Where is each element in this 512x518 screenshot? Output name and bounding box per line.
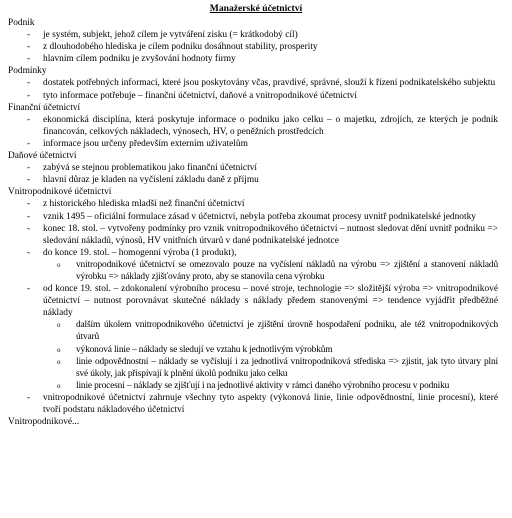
list-item [0, 211, 512, 223]
sub-list-item-text: vnitropodnikové účetnictví se omezovalo pouze na vyčíslení nákladů na výrobu => zjištění a stanovení nákladů výrobku => náklady zjišťovány proto, aby se stanovila cena výrobku [76, 259, 498, 282]
bullet-list [0, 198, 512, 416]
sub-list-item [43, 259, 498, 283]
dash-bullet-icon: - [27, 163, 31, 174]
list-item-text: vznik 1495 – oficiální formulace zásad v účetnictví, nebyla potřeba zkoumat procesy uvnitř podnikatelské jednotky [43, 211, 476, 222]
cut-off-heading: Vnitropodnikové... [8, 417, 80, 428]
list-item [0, 41, 512, 53]
list-item-text: zabývá se stejnou problematikou jako finanční účetnictví [43, 163, 257, 174]
sub-list-item-text: linie odpovědnostní – náklady se vyčíslují i za jednotlivá vnitropodniková střediska => zjistit, jak tyto útvary plní své úkoly, jak přispívají k plnění úkolů podniku jako celku [76, 356, 498, 379]
section [0, 186, 512, 416]
list-item [0, 90, 512, 102]
sub-list-item-text: výkonová linie – náklady se sledují ve vztahu k jednotlivým výrobkům [76, 344, 333, 355]
section-heading: Vnitropodnikové účetnictví [8, 187, 112, 198]
dash-bullet-icon: - [27, 114, 31, 125]
document-body [0, 17, 512, 428]
sub-list-item [43, 380, 498, 392]
list-item-text: z dlouhodobého hlediska je cílem podniku dosáhnout stability, prosperity [43, 42, 318, 53]
section-heading: Finanční účetnictví [8, 102, 81, 113]
dash-bullet-icon: - [27, 42, 31, 53]
sub-bullet-list [43, 319, 498, 392]
section-heading: Daňové účetnictví [8, 151, 77, 162]
list-item [0, 138, 512, 150]
list-item [0, 198, 512, 210]
list-item [0, 29, 512, 41]
circle-bullet-icon: o [57, 345, 61, 354]
circle-bullet-icon: o [57, 260, 61, 269]
list-item-text: hlavním cílem podniku je zvyšování hodnoty firmy [43, 54, 236, 65]
circle-bullet-icon: o [57, 357, 61, 366]
bullet-list [0, 29, 512, 65]
list-item-text: z historického hlediska mladší než finanční účetnictví [43, 199, 245, 210]
sub-list-item [43, 319, 498, 343]
list-item [0, 392, 512, 416]
bullet-list [0, 77, 512, 101]
dash-bullet-icon: - [27, 175, 31, 186]
circle-bullet-icon: o [57, 381, 61, 390]
sub-list-item [43, 356, 498, 380]
list-item [0, 247, 512, 283]
section [0, 102, 512, 150]
list-item-text: informace jsou určeny především externím uživatelům [43, 138, 248, 149]
list-item [0, 53, 512, 65]
list-item [0, 223, 512, 247]
dash-bullet-icon: - [27, 199, 31, 210]
dash-bullet-icon: - [27, 78, 31, 89]
dash-bullet-icon: - [27, 90, 31, 101]
sub-list-item-text: linie procesní – náklady se zjišťují i na jednotlivé aktivity v rámci daného výrobního procesu v podniku [76, 380, 450, 391]
sub-list-item-text: dalším úkolem vnitropodnikového účetnictví je zjištění úrovně hospodaření podniku, ale též vnitropodnikových útvarů [76, 320, 498, 343]
list-item-text: dostatek potřebných informací, které jsou poskytovány včas, pravdivé, správné, slouží k řízení podnikatelského subjektu [43, 78, 496, 89]
sub-bullet-list [43, 259, 498, 283]
bullet-list [0, 162, 512, 186]
list-item-text: hlavní důraz je kladen na vyčíslení základu daně z příjmu [43, 175, 259, 186]
list-item-text: vnitropodnikové účetnictví zahrnuje všechny tyto aspekty (výkonová linie, linie odpovědnostní, linie procesní), které tvoří podstatu nákladového účetnictví [43, 392, 498, 415]
list-item-text: do konce 19. stol. – homogenní výroba (1 produkt), [43, 247, 237, 258]
list-item [0, 283, 512, 392]
document-title: Manažerské účetnictví [209, 3, 303, 14]
list-item [0, 162, 512, 174]
list-item-text: od konce 19. stol. – zdokonalení výrobního procesu – nové stroje, technologie => složitější výroba => vnitropodnikové účetnictví – nutnost porovnávat skutečné náklady s náklady předem stanovenými => tendence vyjádřit předběžné náklady [43, 284, 498, 319]
list-item-text: tyto informace potřebuje – finanční účetnictví, daňové a vnitropodnikové účetnictví [43, 90, 357, 101]
dash-bullet-icon: - [27, 54, 31, 65]
list-item [0, 174, 512, 186]
section-heading: Podmínky [8, 66, 47, 77]
dash-bullet-icon: - [27, 211, 31, 222]
list-item [0, 114, 512, 138]
list-item-text: ekonomická disciplína, která poskytuje informace o podniku jako celku – o majetku, zdrojích, ze kterých je podnik financován, celkových nákladech, výnosech, HV, o peněžních prostředcích [43, 114, 498, 137]
list-item-text: je systém, subjekt, jehož cílem je vytváření zisku (= krátkodobý cíl) [43, 30, 298, 41]
dash-bullet-icon: - [27, 247, 31, 258]
dash-bullet-icon: - [27, 223, 31, 234]
bullet-list [0, 114, 512, 150]
section [0, 150, 512, 186]
section [0, 65, 512, 101]
dash-bullet-icon: - [27, 30, 31, 41]
dash-bullet-icon: - [27, 392, 31, 403]
section [0, 17, 512, 65]
list-item [0, 77, 512, 89]
circle-bullet-icon: o [57, 321, 61, 330]
dash-bullet-icon: - [27, 284, 31, 295]
list-item-text: konec 18. stol. – vytvořeny podmínky pro vznik vnitropodnikového účetnictví – nutnost sledovat dění uvnitř podniku => sledování nákladů, výnosů, HV vnitřních útvarů v dané podnikatelské jednotce [43, 223, 498, 246]
dash-bullet-icon: - [27, 138, 31, 149]
section-heading: Podnik [8, 18, 35, 28]
sub-list-item [43, 344, 498, 356]
